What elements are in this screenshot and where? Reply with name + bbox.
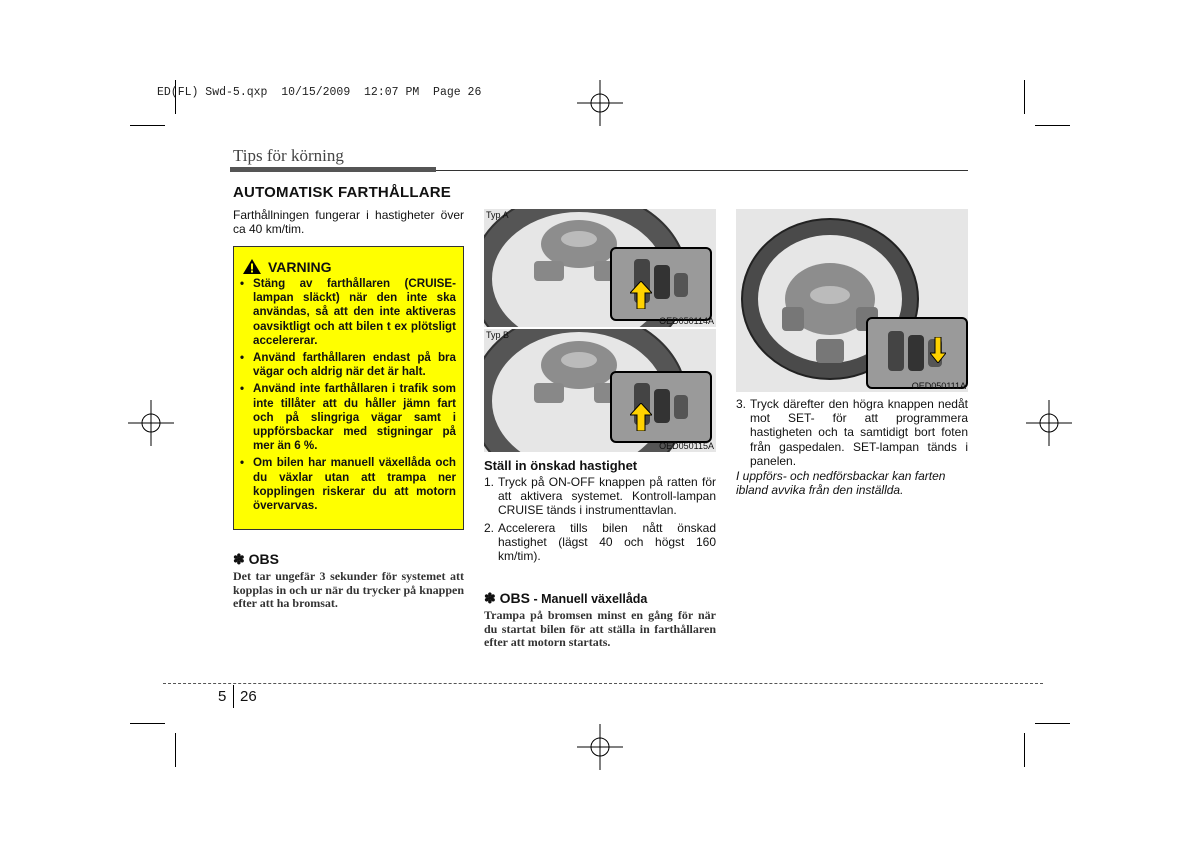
registration-mark-icon	[577, 724, 623, 770]
warning-header	[242, 258, 332, 275]
obs-text: Det tar ungefär 3 sekunder för systemet att kopplas in och ur när du trycker på knappen efter att ha bromsat.	[233, 569, 464, 610]
obs-text-manual: Trampa på bromsen minst en gång för när du startat bilen för att ställa in farthållaren efter att motorn startats.	[484, 608, 716, 649]
step-item	[484, 475, 716, 518]
warning-list	[240, 277, 456, 516]
warning-triangle-icon	[242, 258, 262, 275]
intro-text: Farthållningen fungerar i hastigheter över ca 40 km/tim.	[233, 208, 464, 236]
page-number: 26	[240, 688, 257, 705]
step-item	[484, 521, 716, 564]
crop-mark	[1024, 733, 1025, 767]
obs-heading	[233, 551, 279, 568]
warning-title: VARNING	[268, 258, 332, 275]
section-title: Tips för körning	[233, 146, 344, 165]
crop-mark	[1024, 80, 1025, 114]
step-three	[736, 397, 968, 471]
set-speed-heading: Ställ in önskad hastighet	[484, 458, 638, 473]
arrow-up-icon	[630, 403, 652, 431]
footer-rule	[163, 683, 1043, 684]
obs-title: OBS	[499, 590, 530, 606]
zoom-inset	[610, 247, 712, 321]
arrow-down-icon	[930, 337, 946, 363]
step-number: 3.	[736, 397, 747, 411]
obs-subtitle: - Manuell växellåda	[529, 592, 648, 606]
registration-mark-icon	[577, 80, 623, 126]
crop-mark	[130, 723, 165, 724]
steering-wheel-image-b	[484, 329, 716, 452]
set-speed-steps	[484, 475, 716, 566]
step-number: 2.	[484, 520, 495, 535]
crop-mark	[1035, 723, 1070, 724]
image-type-label: Typ A	[486, 210, 509, 220]
footer-separator	[233, 685, 234, 708]
step-text: Accelerera tills bilen nått önskad hastighet (lägst 40 och högst 160 km/tim).	[498, 520, 716, 564]
crop-mark	[175, 733, 176, 767]
chapter-number: 5	[218, 688, 227, 705]
image-code: OED050114A	[659, 316, 714, 326]
zoom-inset	[866, 317, 968, 389]
obs-symbol: ✽	[484, 590, 496, 606]
obs-title: OBS	[248, 551, 279, 567]
print-meta: ED(FL) Swd-5.qxp 10/15/2009 12:07 PM Page 26	[157, 86, 482, 99]
registration-mark-icon	[1026, 400, 1072, 446]
page-heading: AUTOMATISK FARTHÅLLARE	[233, 184, 451, 201]
image-type-label: Typ B	[486, 330, 510, 340]
image-code: OED050111A	[911, 381, 966, 391]
title-rule	[230, 167, 436, 172]
warning-item: • Om bilen har manuell växellåda och du växlar utan att trampa ner kopplingen riskerar du att motorn övervarvas.	[240, 456, 456, 513]
image-code: OED050115A	[659, 441, 714, 451]
zoom-inset	[610, 371, 712, 443]
step-text: Tryck på ON-OFF knappen på ratten för att aktivera systemet. Kontroll-lampan CRUISE tänds i instrumenttavlan.	[498, 475, 716, 518]
obs-heading-manual	[484, 590, 647, 607]
steering-wheel-image-a	[484, 209, 716, 327]
note-text: I uppförs- och nedförsbackar kan farten ibland avvika från den inställda.	[736, 469, 946, 497]
title-rule-line	[436, 170, 968, 171]
warning-box	[233, 246, 464, 530]
warning-item: • Använd inte farthållaren i trafik som inte tillåter att du håller jämn fart och på slingriga vägar samt i uppförsbackar med stigningar på mer än 6 %.	[240, 382, 456, 453]
step-number: 1.	[484, 475, 495, 489]
arrow-up-icon	[630, 281, 652, 309]
obs-symbol: ✽	[233, 551, 245, 567]
step-text: Tryck därefter den högra knappen nedåt mot SET- för att programmera hastigheten och ta samtidigt bort foten från gaspedalen. SET-lampan tänds i panelen.	[750, 397, 968, 468]
steering-wheel-image-c	[736, 209, 968, 392]
step-item	[736, 397, 968, 468]
crop-mark	[130, 125, 165, 126]
warning-item: • Använd farthållaren endast på bra vägar och aldrig när det är halt.	[240, 351, 456, 379]
crop-mark	[1035, 125, 1070, 126]
registration-mark-icon	[128, 400, 174, 446]
warning-item: • Stäng av farthållaren (CRUISE-lampan släckt) när den inte ska användas, så att den inte aktiveras oavsiktligt och att bilen t ex plötsligt accelererar.	[240, 277, 456, 348]
